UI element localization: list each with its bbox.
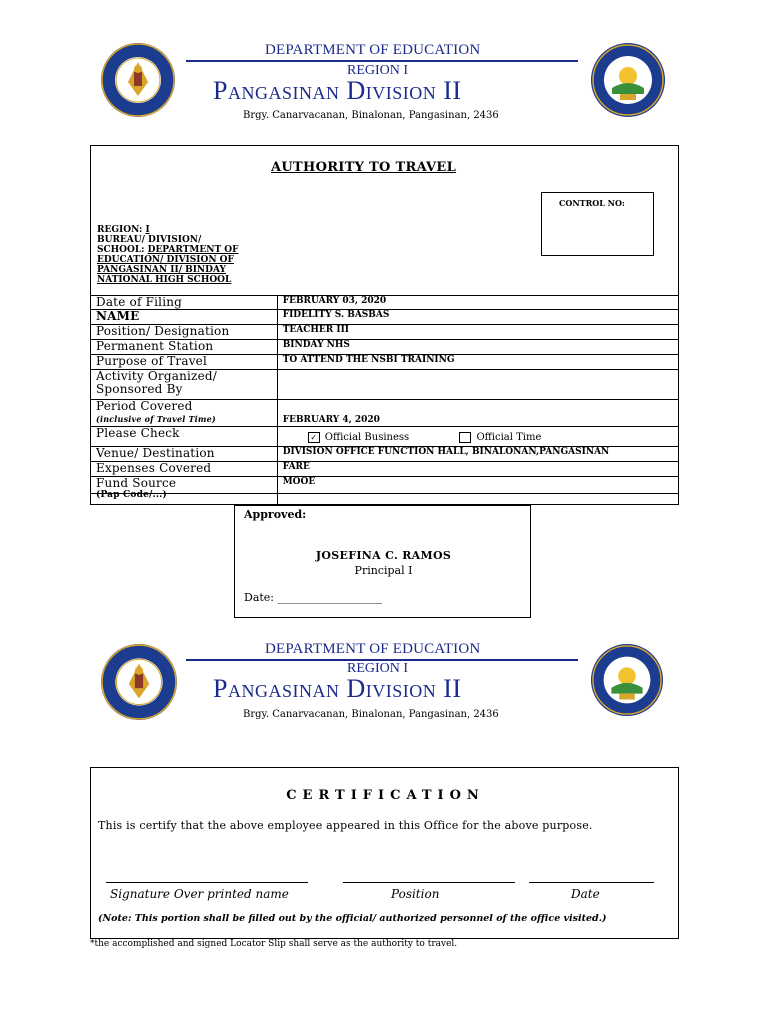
school-value-1: DEPARTMENT OF	[147, 245, 239, 255]
row-value: FEBRUARY 4, 2020	[277, 400, 678, 427]
row-label	[91, 477, 278, 505]
header-divider	[186, 60, 578, 62]
row-label-main: Period Covered	[96, 399, 193, 413]
letterhead-bottom	[0, 620, 768, 730]
row-value: FIDELITY S. BASBAS	[277, 310, 678, 325]
row-label: Permanent Station	[91, 340, 278, 355]
table-row	[91, 296, 679, 310]
row-value: TO ATTEND THE NSBI TRAINING	[277, 355, 678, 370]
position-line	[343, 882, 515, 883]
official-business-label: Official Business	[324, 432, 410, 443]
division-seal-icon	[590, 42, 666, 118]
row-label: Expenses Covered	[91, 462, 278, 477]
table-row	[91, 462, 679, 477]
row-label-sub: (Pap Code/...)	[96, 490, 167, 500]
row-label: NAME	[91, 310, 278, 325]
date-line	[529, 882, 654, 883]
certification-note: (Note: This portion shall be filled out by the official/ authorized personnel of the office visited.)	[98, 913, 607, 924]
table-row	[91, 340, 679, 355]
table-row	[91, 477, 679, 505]
approval-date: Date: ___________________	[244, 591, 383, 604]
table-row	[91, 355, 679, 370]
table-row	[91, 400, 679, 427]
school-value-2: EDUCATION/ DIVISION OF	[97, 255, 234, 265]
row-label: Venue/ Destination	[91, 447, 278, 462]
row-value: DIVISION OFFICE FUNCTION HALL, BINALONAN,PANGASINAN	[277, 447, 678, 462]
deped-seal-icon	[100, 42, 176, 118]
signature-line	[106, 882, 308, 883]
department-name: DEPARTMENT OF EDUCATION	[265, 42, 481, 58]
address: Brgy. Canarvacanan, Binalonan, Pangasinan, 2436	[243, 709, 499, 720]
row-value: MOOE	[277, 477, 678, 505]
certification-box	[90, 767, 679, 939]
approval-box	[234, 505, 531, 618]
row-value: FARE	[277, 462, 678, 477]
table-row	[91, 325, 679, 340]
control-no-label: CONTROL NO:	[559, 198, 625, 208]
row-label-main: Fund Source	[96, 476, 177, 490]
school-value-3: PANGASINAN II/ BINDAY	[97, 265, 226, 275]
row-label	[91, 370, 278, 400]
address: Brgy. Canarvacanan, Binalonan, Pangasinan, 2436	[243, 110, 499, 121]
table-row	[91, 370, 679, 400]
official-business-checkbox[interactable]: ✓	[308, 432, 320, 443]
row-label: Please Check	[91, 427, 278, 447]
authority-to-travel-form	[90, 145, 679, 500]
letterhead-top	[0, 0, 768, 130]
footnote: *the accomplished and signed Locator Slip shall serve as the authority to travel.	[90, 939, 458, 949]
check-options	[277, 427, 678, 447]
control-no-box	[541, 192, 654, 256]
region-label: REGION:	[97, 225, 146, 235]
official-time-label: Official Time	[476, 432, 542, 443]
position-label: Position	[391, 887, 440, 901]
row-label: Date of Filing	[91, 296, 278, 310]
date-label: Date	[571, 887, 600, 901]
row-label	[91, 400, 278, 427]
school-value-4: NATIONAL HIGH SCHOOL	[97, 275, 232, 285]
bureau-label: BUREAU/ DIVISION/	[97, 235, 202, 245]
row-label-line2: Sponsored By	[96, 382, 183, 396]
approver-name: JOSEFINA C. RAMOS	[315, 549, 452, 562]
row-label: Purpose of Travel	[91, 355, 278, 370]
row-value: FEBRUARY 03, 2020	[277, 296, 678, 310]
form-title: AUTHORITY TO TRAVEL	[271, 160, 457, 175]
deped-seal-icon	[100, 643, 178, 721]
division-seal-icon	[590, 643, 664, 717]
certification-title: CERTIFICATION	[286, 788, 485, 803]
approver-position: Principal I	[354, 564, 413, 577]
certification-body: This is certify that the above employee appeared in this Office for the above purpose.	[98, 819, 593, 832]
table-row	[91, 310, 679, 325]
division-name: Pangasinan Division II	[213, 674, 462, 703]
region-name: REGION I	[347, 63, 409, 78]
row-label-line1: Activity Organized/	[96, 369, 218, 383]
official-time-checkbox[interactable]	[459, 432, 471, 443]
travel-details-table	[90, 295, 679, 505]
row-value: BINDAY NHS	[277, 340, 678, 355]
row-label-sub: (inclusive of Travel Time)	[96, 414, 216, 424]
table-row	[91, 427, 679, 447]
school-label: SCHOOL:	[97, 245, 148, 255]
signature-label: Signature Over printed name	[110, 887, 289, 901]
division-name: Pangasinan Division II	[213, 76, 462, 105]
approved-label: Approved:	[244, 508, 307, 521]
table-row	[91, 447, 679, 462]
region-school-block	[97, 225, 267, 285]
department-name: DEPARTMENT OF EDUCATION	[265, 641, 481, 657]
row-label: Position/ Designation	[91, 325, 278, 340]
region-name: REGION I	[347, 661, 409, 676]
region-value: I	[145, 225, 150, 235]
row-value: TEACHER III	[277, 325, 678, 340]
row-value	[277, 370, 678, 400]
